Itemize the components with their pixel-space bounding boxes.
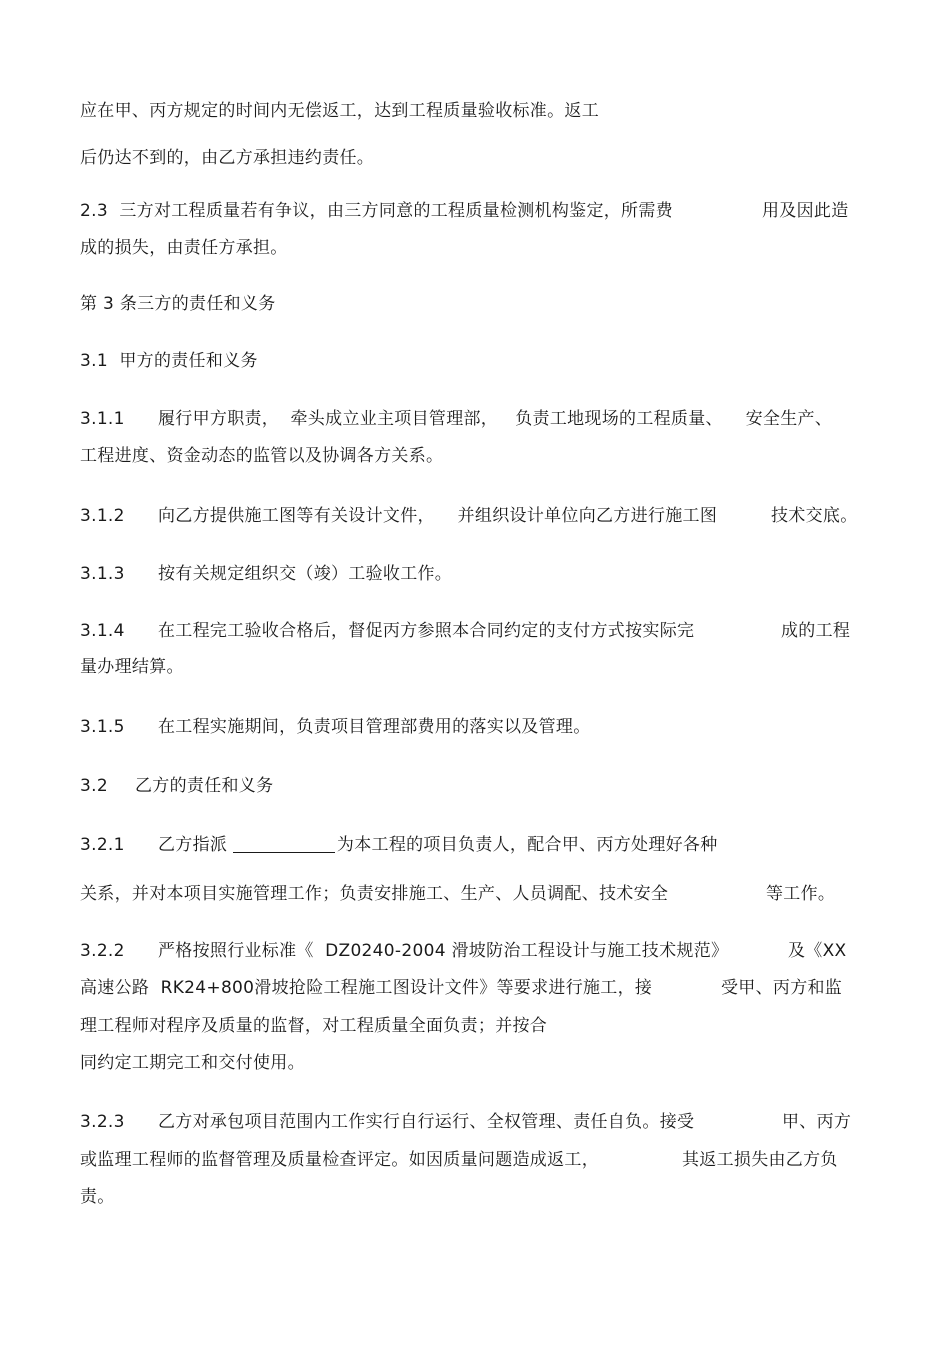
text-line: 成的工程 [781, 621, 851, 641]
clause-3-2-3: 乙方对承包项目范围内工作实行自行运行、全权管理、责任自负。接受 [158, 1112, 695, 1132]
clause-number: 3.1.4 [80, 621, 125, 641]
text-line: 应在甲、丙方规定的时间内无偿返工，达到工程质量验收标准。返工 [80, 101, 599, 121]
clause-number: 3.1.2 [80, 506, 125, 526]
text-span: 为本工程的项目负责人，配合甲、丙方处理好各种 [336, 835, 718, 855]
text-line: 其返工损失由乙方负 [682, 1150, 838, 1170]
text-line: 等工作。 [766, 884, 836, 904]
fill-in-blank [233, 836, 335, 853]
text-line: 责。 [80, 1187, 115, 1207]
clause-number: 3.2 [80, 776, 108, 796]
text-line: 工程进度、资金动态的监管以及协调各方关系。 [80, 446, 444, 466]
section-3-2-heading: 乙方的责任和义务 [135, 776, 274, 796]
clause-3-1-1: 履行甲方职责， 牵头成立业主项目管理部， 负责工地现场的工程质量、 安全生产、 [158, 409, 833, 429]
clause-number: 3.1.1 [80, 409, 125, 429]
article-3-heading: 第 3 条三方的责任和义务 [80, 294, 276, 314]
section-3-1-heading: 3.1 甲方的责任和义务 [80, 351, 258, 371]
text-line: 及《XX [788, 941, 847, 961]
clause-2-3: 2.3 三方对工程质量若有争议，由三方同意的工程质量检测机构鉴定，所需费 [80, 201, 673, 221]
text-line: 受甲、丙方和监 [721, 978, 843, 998]
text-line: 关系，并对本项目实施管理工作；负责安排施工、生产、人员调配、技术安全 [80, 884, 669, 904]
clause-3-1-5: 在工程实施期间，负责项目管理部费用的落实以及管理。 [158, 717, 591, 737]
clause-number: 3.2.2 [80, 941, 125, 961]
clause-3-1-2: 向乙方提供施工图等有关设计文件， 并组织设计单位向乙方进行施工图 [158, 506, 718, 526]
text-line: 用及因此造 [762, 201, 849, 221]
text-line: 同约定工期完工和交付使用。 [80, 1053, 305, 1073]
clause-number: 3.1.5 [80, 717, 125, 737]
text-line: 高速公路 RK24+800滑坡抢险工程施工图设计文件》等要求进行施工，接 [80, 978, 653, 998]
clause-number: 3.2.3 [80, 1112, 125, 1132]
text-line: 甲、丙方 [782, 1112, 852, 1132]
text-line: 技术交底。 [771, 506, 858, 526]
clause-number: 3.1.3 [80, 564, 125, 584]
text-line: 或监理工程师的监督管理及质量检查评定。如因质量问题造成返工， [80, 1150, 599, 1170]
clause-number: 3.2.1 [80, 835, 125, 855]
clause-3-1-3: 按有关规定组织交（竣）工验收工作。 [158, 564, 453, 584]
text-line: 理工程师对程序及质量的监督，对工程质量全面负责；并按合 [80, 1016, 548, 1036]
clause-3-2-1 [158, 834, 718, 856]
text-line: 量办理结算。 [80, 657, 184, 677]
text-line: 后仍达不到的，由乙方承担违约责任。 [80, 148, 375, 168]
text-line: 成的损失，由责任方承担。 [80, 238, 288, 258]
clause-3-1-4: 在工程完工验收合格后，督促丙方参照本合同约定的支付方式按实际完 [158, 621, 695, 641]
clause-3-2-2: 严格按照行业标准《 DZ0240-2004 滑坡防治工程设计与施工技术规范》 [158, 941, 729, 961]
text-span: 乙方指派 [158, 835, 228, 855]
